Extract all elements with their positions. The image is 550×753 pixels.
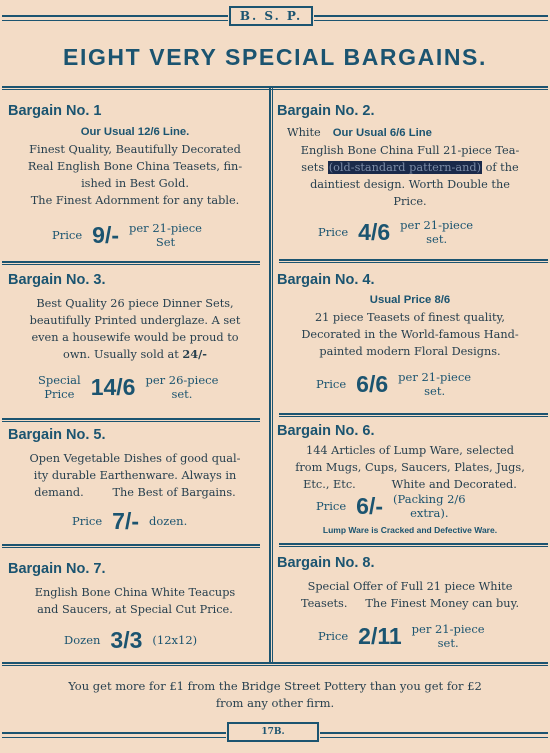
bargain-subheading: Usual Price 8/6	[369, 294, 451, 306]
price-unit-line: per 21-piece	[411, 622, 485, 636]
bargain-subheading: Our Usual 6/6 Line	[332, 127, 432, 139]
price-value: 4/6	[358, 219, 391, 245]
bargain-description-line: beautifully Printed underglaze. A set	[29, 314, 241, 327]
lump-ware-note: Lump Ware is Cracked and Defective Ware.	[322, 525, 498, 535]
price-unit	[129, 221, 202, 249]
bargain-description-line: English Bone China White Teacups	[34, 586, 236, 599]
bargain-description-line	[277, 159, 543, 176]
bargain-description-line: Best Quality 26 piece Dinner Sets,	[36, 297, 234, 310]
bargain-heading: Bargain No. 7.	[8, 561, 106, 577]
usual-price: 24/-	[182, 347, 207, 361]
price-unit-line: set.	[424, 384, 446, 398]
page-title: EIGHT VERY SPECIAL BARGAINS.	[63, 44, 487, 70]
grid-rule-right-2	[279, 413, 548, 417]
grid-rule-left-2	[2, 418, 260, 422]
bargain-heading: Bargain No. 2.	[277, 103, 375, 119]
bargain-heading: Bargain No. 3.	[8, 272, 106, 288]
price-value: 7/-	[112, 508, 140, 534]
bargain-1	[8, 102, 262, 209]
price-value: 6/6	[356, 371, 389, 397]
bargain-description-line: Real English Bone China Teasets, fin-	[27, 160, 243, 173]
price-value: 14/6	[90, 374, 136, 400]
header-rule-right	[314, 15, 548, 21]
bargain-heading: Bargain No. 4.	[277, 272, 375, 288]
bargain-description-fragment: own. Usually sold at	[63, 348, 179, 361]
bargain-description-line: painted modern Floral Designs.	[319, 345, 501, 358]
footer-line: You get more for £1 from the Bridge Street Pottery than you get for £2	[68, 679, 482, 693]
price-unit: dozen.	[149, 514, 188, 528]
header-badge: B. S. P.	[229, 6, 313, 26]
bargain-heading: Bargain No. 8.	[277, 555, 375, 571]
bargain-2	[277, 102, 543, 210]
bargain-8-price	[318, 622, 485, 650]
price-label	[38, 373, 81, 401]
price-unit-line: set.	[437, 636, 459, 650]
grid-rule-left-3	[2, 544, 260, 548]
price-unit-line: extra).	[410, 506, 449, 520]
bargain-4-price	[316, 370, 471, 398]
bargain-description-line: The Finest Adornment for any table.	[30, 194, 240, 207]
bargain-description-fragment: of the	[485, 161, 519, 174]
price-unit: (12x12)	[152, 633, 198, 647]
price-label: Price	[72, 514, 103, 528]
price-unit	[145, 373, 218, 401]
bargain-6	[277, 422, 543, 493]
price-unit	[398, 370, 471, 398]
bargain-1-price	[52, 221, 202, 249]
price-label: Price	[318, 225, 349, 239]
bargain-description-line	[8, 346, 262, 363]
bargain-4	[277, 271, 543, 360]
price-value: 9/-	[92, 222, 120, 248]
price-label: Price	[318, 629, 349, 643]
bargain-5	[8, 426, 262, 501]
footer-line: from any other firm.	[215, 696, 335, 710]
bargain-description-line: and Saucers, at Special Cut Price.	[37, 603, 233, 616]
bargain-description-line: Etc., Etc. White and Decorated.	[303, 478, 517, 491]
bottom-rule-left	[2, 732, 226, 738]
price-unit-line: per 21-piece	[398, 370, 472, 384]
price-label: Price	[316, 377, 347, 391]
bargain-heading: Bargain No. 5.	[8, 427, 106, 443]
price-unit-line: per 26-piece	[145, 373, 219, 387]
bargain-3-price	[38, 373, 218, 401]
bottom-bar	[0, 722, 550, 742]
header-rule-left	[2, 15, 228, 21]
price-label-line: Special	[38, 373, 81, 387]
price-label: Price	[52, 228, 83, 242]
bargain-heading: Bargain No. 1	[8, 103, 102, 119]
bargain-5-price	[72, 508, 187, 534]
grid-rule-right-1	[279, 259, 548, 263]
bargain-description-line: 144 Articles of Lump Ware, selected	[306, 444, 514, 457]
price-unit-line: set.	[171, 387, 193, 401]
grid-rule-vertical	[269, 88, 273, 662]
bargain-7-price	[64, 627, 197, 653]
bargain-2-price	[318, 218, 473, 246]
bargain-description-line: English Bone China Full 21-piece Tea-	[300, 144, 520, 157]
price-value: 6/-	[356, 493, 384, 519]
bargain-description-line: Special Offer of Full 21 piece White	[307, 580, 513, 593]
price-label: Dozen	[64, 633, 101, 647]
bargain-description-line: demand. The Best of Bargains.	[34, 486, 236, 499]
price-value: 3/3	[110, 627, 143, 653]
header-bar	[0, 6, 550, 26]
price-unit-line: per 21-piece	[400, 218, 474, 232]
bargain-description-line: Teasets. The Finest Money can buy.	[300, 597, 520, 610]
bargain-subheading-row	[277, 124, 543, 142]
price-unit-line: Set	[155, 235, 176, 249]
bottom-rule-right	[320, 732, 548, 738]
bargain-subheading: Our Usual 12/6 Line.	[80, 126, 190, 138]
price-unit	[412, 622, 485, 650]
bargain-description-line: daintiest design. Worth Double the	[310, 178, 510, 191]
bargain-description-line: from Mugs, Cups, Saucers, Plates, Jugs,	[295, 461, 525, 474]
bargain-3	[8, 271, 262, 363]
bargain-heading: Bargain No. 6.	[277, 423, 375, 439]
price-unit	[400, 218, 473, 246]
grid-rule-left-1	[2, 261, 260, 265]
footer-statement	[0, 678, 550, 712]
bargain-description-line: ity durable Earthenware. Always in	[33, 469, 237, 482]
price-label: Price	[316, 499, 347, 513]
price-unit	[393, 492, 466, 520]
bargain-description-line: 21 piece Teasets of finest quality,	[314, 311, 506, 324]
bargain-7	[8, 560, 262, 618]
bargain-description-line: even a housewife would be proud to	[31, 331, 239, 344]
grid-rule-right-3	[279, 543, 548, 547]
price-unit-line: (Packing 2/6	[393, 492, 466, 506]
bargain-description-line: Decorated in the World-famous Hand-	[301, 328, 519, 341]
bargain-8	[277, 554, 543, 612]
page-number: 17B.	[227, 722, 319, 742]
bargain-description-line: Open Vegetable Dishes of good qual-	[29, 452, 241, 465]
bargain-6-price	[316, 492, 466, 520]
bargain-description-fragment: sets	[301, 161, 325, 174]
redacted-text: (old-standard pattern-and)	[328, 161, 482, 174]
bargain-prefix: White	[287, 126, 321, 139]
price-unit-line: per 21-piece	[129, 221, 202, 235]
bargain-description-line: Price.	[393, 195, 427, 208]
bargain-description-line: ished in Best Gold.	[81, 177, 189, 190]
price-value: 2/11	[358, 623, 402, 649]
price-label-line: Price	[44, 387, 75, 401]
bargain-description-line: Finest Quality, Beautifully Decorated	[29, 143, 241, 156]
price-unit-line: set.	[426, 232, 448, 246]
grid-rule-bottom	[2, 662, 548, 666]
grid-rule-top	[2, 86, 548, 90]
